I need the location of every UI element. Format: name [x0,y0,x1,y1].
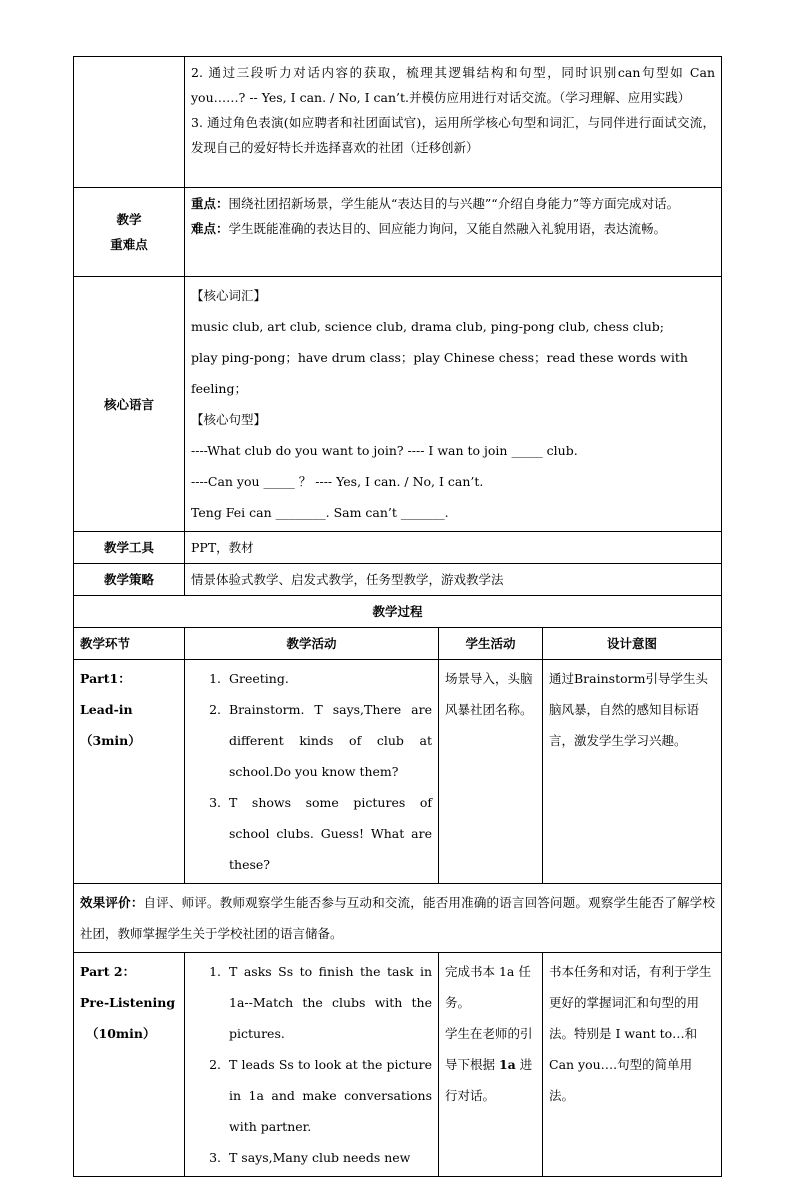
pattern-heading: 【核心句型】 [191,412,267,427]
focus-point: 重点：围绕社团招新场景，学生能从“表达目的与兴趣”“介绍自身能力”等方面完成对话。 [191,196,680,211]
objectives-row [74,57,722,188]
part1-activities [185,660,439,884]
process-header-row [74,628,722,660]
evaluation-cell [74,884,722,953]
part1-student-activity: 场景导入，头脑风暴社团名称。 [439,660,543,884]
evaluation-label: 效果评价： [80,895,144,910]
lesson-plan-table [73,56,722,1177]
vocab-heading: 【核心词汇】 [191,288,267,303]
pattern-line: ----What club do you want to join? ---- I wan to join _____ club. [191,443,578,458]
strategy-label: 教学策略 [74,564,185,596]
objectives-cell [185,57,722,188]
objective-2: 2. 通过三段听力对话内容的获取，梳理其逻辑结构和句型，同时识别can句型如 Can you……? -- Yes, I can. / No, I can’t.并模仿应用进行对话交流。（学习理解、应用实践） [191,65,715,105]
tools-label: 教学工具 [74,532,185,564]
part2-row [74,953,722,1177]
list-item: 2. Brainstorm. T says,There are different kinds of club at school.Do you know them? [225,694,432,787]
tools-value: PPT，教材 [185,532,722,564]
header-design-intent: 设计意图 [543,628,722,660]
vocab-line: play ping-pong；have drum class；play Chinese chess；read these words with feeling； [191,350,688,396]
part2-student-activity: 完成书本 1a 任务。 学生在老师的引导下根据 1a 进行对话。 [439,953,543,1177]
list-item: 1. T asks Ss to finish the task in 1a--Match the clubs with the pictures. [225,956,432,1049]
list-item: 2. T leads Ss to look at the picture in 1a and make conversations with partner. [225,1049,432,1142]
process-title-row [74,596,722,628]
header-teacher-activity: 教学活动 [185,628,439,660]
strategy-value: 情景体验式教学、启发式教学，任务型教学，游戏教学法 [185,564,722,596]
vocab-line: music club, art club, science club, drama club, ping-pong club, chess club; [191,319,664,334]
part1-stage: Part1： Lead-in（3min） [74,660,185,884]
part2-design-intent: 书本任务和对话，有利于学生更好的掌握词汇和句型的用法。特别是 I want to…和 Can you….句型的简单用法。 [543,953,722,1177]
header-stage: 教学环节 [74,628,185,660]
key-points-row [74,188,722,277]
evaluation-text: 自评、师评。教师观察学生能否参与互动和交流，能否用准确的语言回答问题。观察学生能否了解学校社团，教师掌握学生关于学校社团的语言储备。 [80,895,715,941]
part2-activities [185,953,439,1177]
pattern-line: ----Can you _____ ？ ---- Yes, I can. / No, I can’t. [191,474,484,489]
list-item: 3. T says,Many club needs new [225,1142,432,1173]
core-language-cell [185,277,722,532]
core-language-row [74,277,722,532]
part2-stage: Part 2： Pre-Listening （10min） [74,953,185,1177]
key-points-label: 教学 重难点 [74,188,185,277]
core-language-label: 核心语言 [74,277,185,532]
strategy-row [74,564,722,596]
difficulty-point: 难点：学生既能准确的表达目的、回应能力询问，又能自然融入礼貌用语，表达流畅。 [191,221,667,236]
key-points-cell [185,188,722,277]
tools-row [74,532,722,564]
list-item: 1. Greeting. [225,663,432,694]
list-item: 3. T shows some pictures of school clubs. Guess! What are these? [225,787,432,880]
objective-3: 3. 通过角色表演(如应聘者和社团面试官)，运用所学核心句型和词汇，与同伴进行面试交流，发现自己的爱好特长并选择喜欢的社团（迁移创新） [191,115,715,155]
pattern-line: Teng Fei can ________. Sam can’t _______. [191,505,449,520]
part1-design-intent: 通过Brainstorm引导学生头脑风暴，自然的感知目标语言，激发学生学习兴趣。 [543,660,722,884]
process-title: 教学过程 [74,596,722,628]
part1-row [74,660,722,884]
objectives-label-cell [74,57,185,188]
header-student-activity: 学生活动 [439,628,543,660]
evaluation-row [74,884,722,953]
